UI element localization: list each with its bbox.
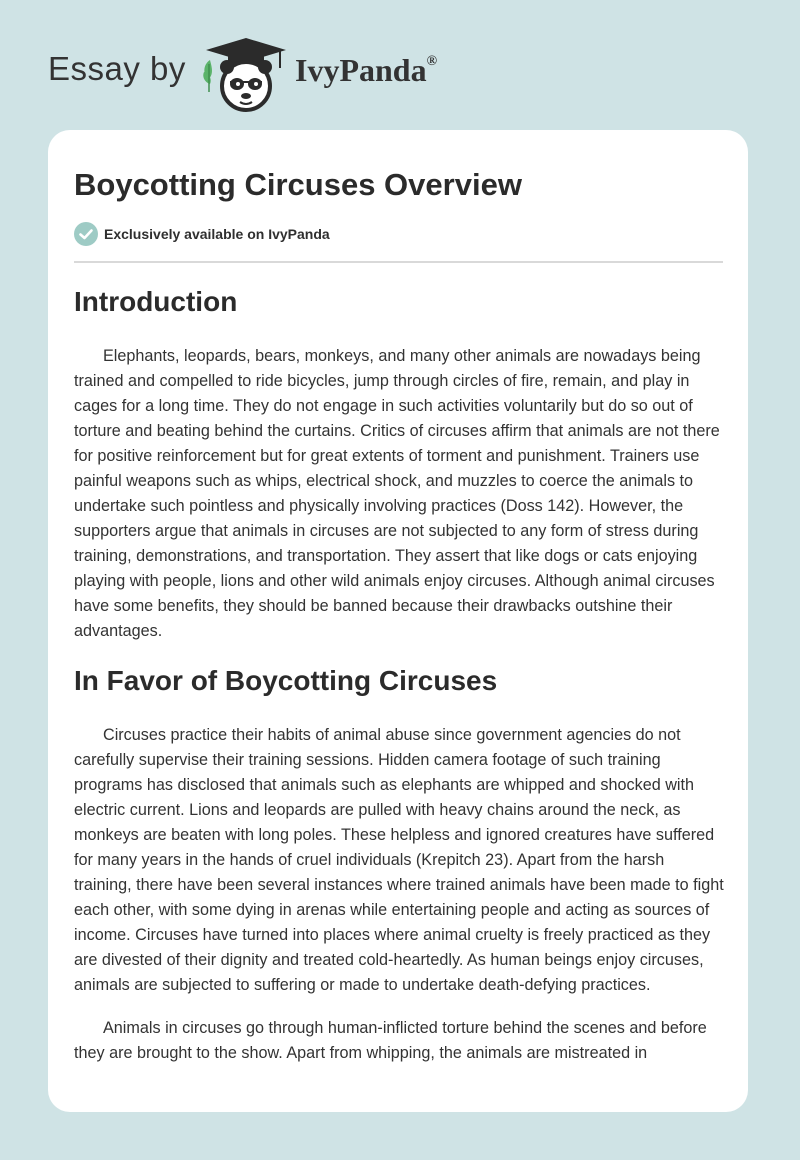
essay-by-label: Essay by <box>48 50 186 87</box>
paragraph: Elephants, leopards, bears, monkeys, and many other animals are nowadays being trained and compelled to ride bicycles, jump through circles of fire, remain, and play in cages for a long time. They do not engage in such activities voluntarily but do so out of torture and beating behind the curtains. Critics of circuses affirm that animals are not there for positive reinforcement but for great extents of torment and punishment. Trainers use painful weapons such as whips, electrical shock, and muzzles to coerce the animals to undertake such pointless and physically involving practices (Doss 142). However, the supporters argue that animals in circuses are not subjected to any form of stress during training, demonstrations, and transportation. They assert that like dogs or cats enjoying playing with people, lions and other wild animals enjoy circuses. Although animal circuses have some benefits, they should be banned because their drawbacks outshine their advantages. <box>74 347 720 640</box>
brand-name[interactable] <box>295 52 437 89</box>
site-header <box>0 0 800 130</box>
divider <box>74 261 723 263</box>
registered-mark: ® <box>426 54 438 70</box>
section-heading-introduction: Introduction <box>74 286 238 317</box>
page-title: Boycotting Circuses Overview <box>74 167 522 202</box>
exclusive-badge <box>74 222 474 246</box>
section-heading-in-favor: In Favor of Boycotting Circuses <box>74 665 498 696</box>
check-circle-icon <box>74 222 98 246</box>
panda-logo-icon[interactable] <box>200 34 292 114</box>
brand-name-text: IvyPanda <box>295 52 427 88</box>
essay-card <box>48 130 748 1112</box>
paragraph: Animals in circuses go through human-inflicted torture behind the scenes and before they are brought to the show. Apart from whipping, the animals are mistreated in <box>74 1019 707 1062</box>
essay-body <box>74 280 724 1066</box>
exclusive-badge-label: Exclusively available on IvyPanda <box>104 226 330 242</box>
paragraph: Circuses practice their habits of animal abuse since government agencies do not carefully supervise their training sessions. Hidden camera footage of such training programs has disclosed that animals such as elephants are whipped and shocked with electric current. Lions and leopards are pulled with heavy chains around the neck, as monkeys are beaten with long poles. These helpless and ignored creatures have suffered for many years in the hands of cruel individuals (Krepitch 23). Apart from the harsh training, there have been several instances where trained animals have been made to fight each other, with some dying in arenas while entertaining people and acting as sources of income. Circuses have turned into places where animal cruelty is freely practiced as they are divested of their dignity and treated cold-heartedly. As human beings enjoy circuses, animals are subjected to suffering or made to undertake death-defying practices. <box>74 726 724 994</box>
